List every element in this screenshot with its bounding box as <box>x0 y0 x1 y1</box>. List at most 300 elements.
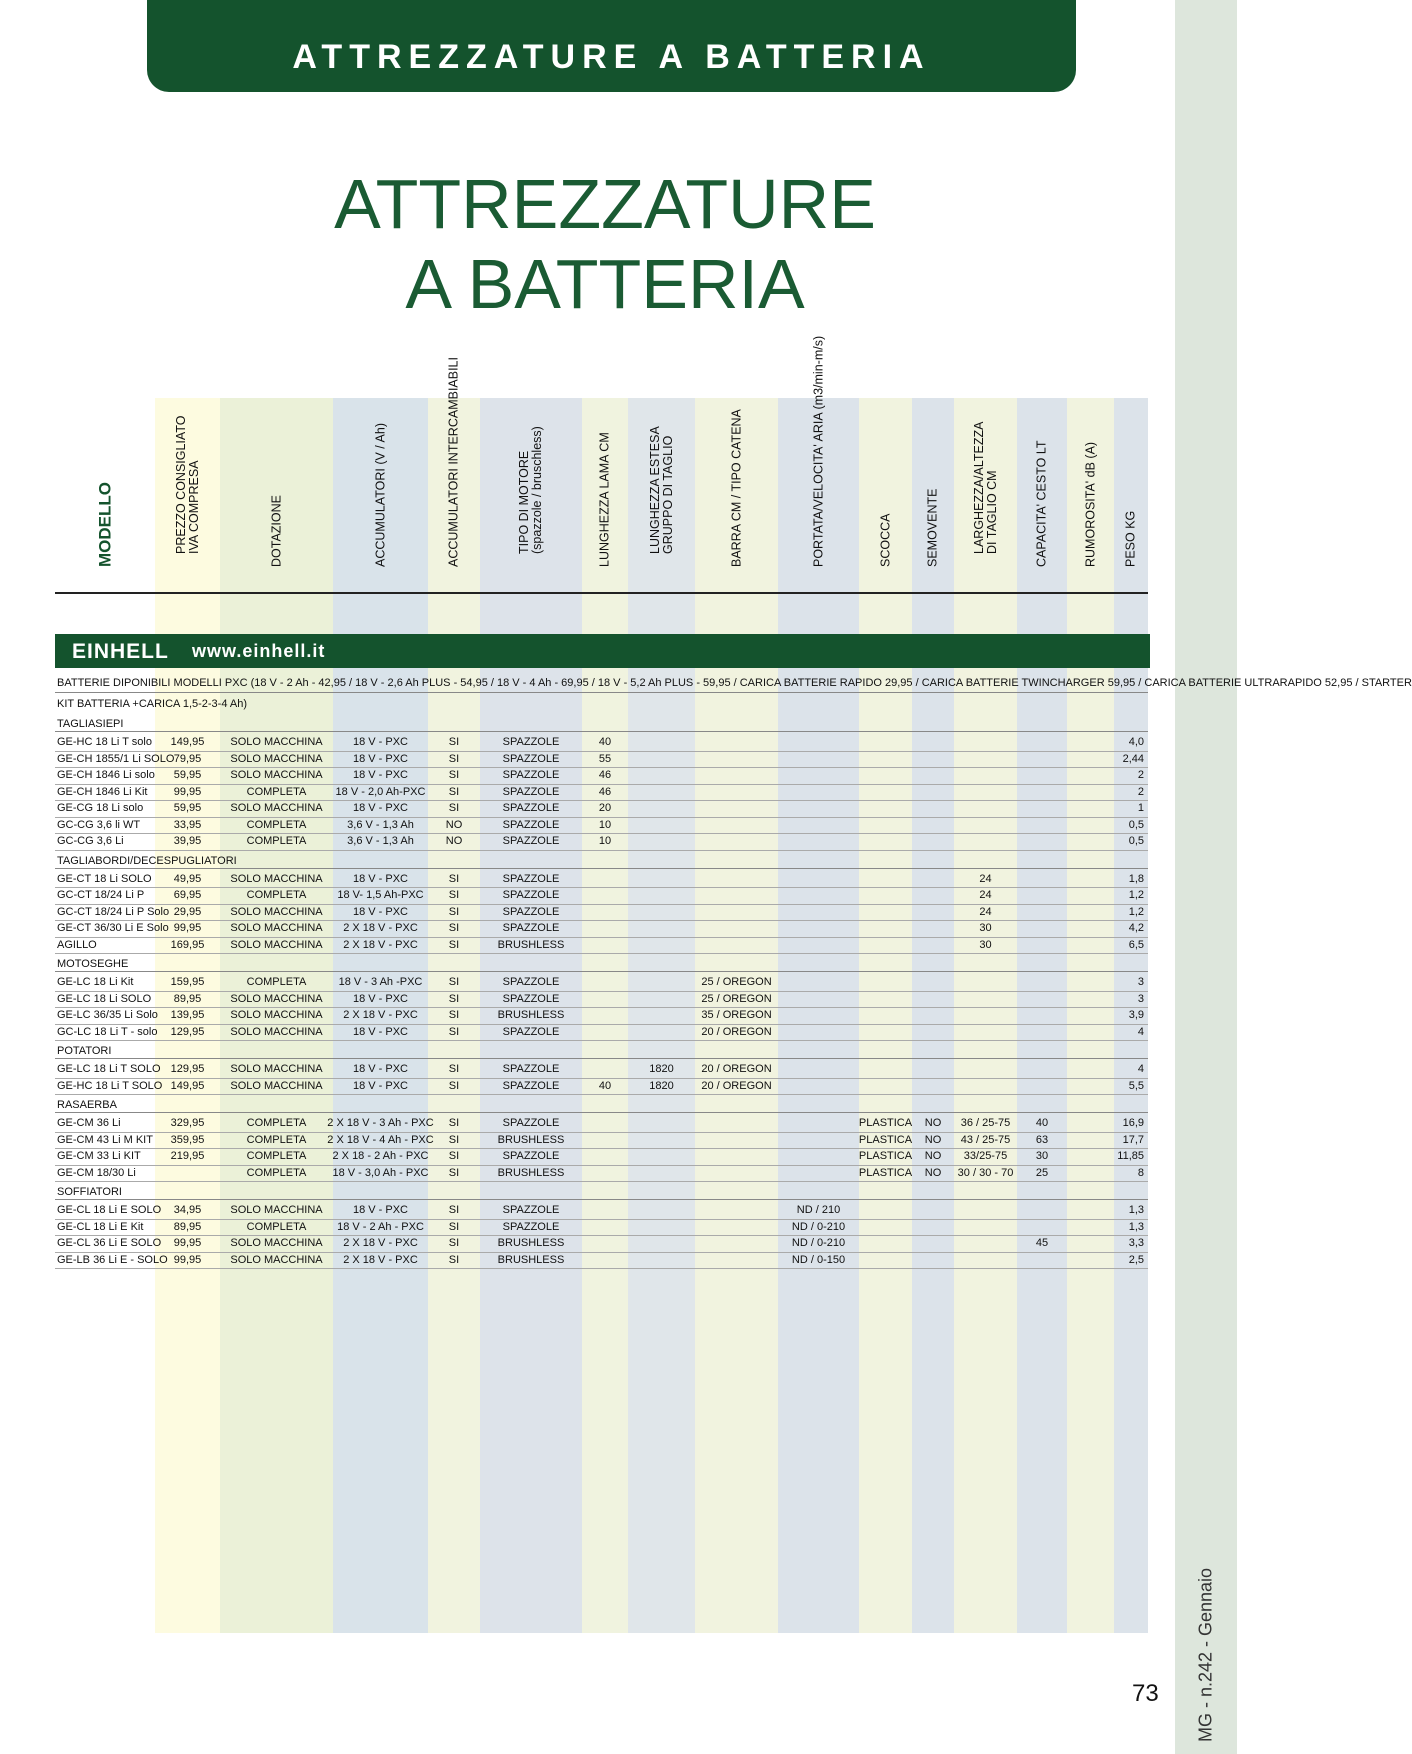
table-row <box>55 1202 1148 1220</box>
table-cell: SPAZZOLE <box>502 872 560 885</box>
column-header <box>695 405 778 580</box>
table-cell: 329,95 <box>170 1117 205 1129</box>
table-cell: SI <box>448 1253 460 1266</box>
table-row <box>55 784 1148 802</box>
table-cell: SI <box>448 769 460 781</box>
table-cell: SOLO MACCHINA <box>230 872 323 885</box>
table-row <box>55 974 1148 992</box>
table-cell: 20 / OREGON <box>701 1079 772 1092</box>
table-cell: 2 X 18 V - PXC <box>343 1253 418 1266</box>
table-cell: ND / 0-210 <box>791 1220 846 1233</box>
table-cell: COMPLETA <box>246 785 307 798</box>
table-cell: 2,5 <box>1128 1253 1144 1266</box>
table-cell: SOLO MACCHINA <box>230 1253 323 1266</box>
table-cell: BRUSHLESS <box>497 1166 565 1179</box>
column-header <box>1017 405 1067 580</box>
divider <box>55 731 1148 732</box>
table-cell: SOLO MACCHINA <box>230 1025 323 1038</box>
table-cell: 18 V - PXC <box>352 1204 409 1216</box>
table-cell: 99,95 <box>173 1237 202 1249</box>
table-cell: 2 X 18 V - PXC <box>343 1237 418 1249</box>
divider <box>55 1058 1148 1059</box>
column-header-label: PORTATA/VELOCITA' ARIA (m3/min-m/s) <box>811 335 825 567</box>
side-strip <box>1175 0 1237 1754</box>
table-cell: 89,95 <box>173 1220 202 1233</box>
table-cell: GE-CT 18 Li SOLO <box>57 872 152 885</box>
table-cell: 24 <box>979 889 992 901</box>
table-cell: 2 X 18 - 2 Ah - PXC <box>332 1150 429 1162</box>
table-cell: GE-LC 18 Li T SOLO <box>57 1063 161 1075</box>
table-cell: GE-CM 33 Li KIT <box>57 1150 141 1162</box>
table-cell: COMPLETA <box>246 1133 307 1146</box>
table-cell: 2 <box>1137 785 1144 798</box>
divider <box>55 868 1148 869</box>
table-cell: 99,95 <box>173 1253 202 1266</box>
table-cell: 0,5 <box>1128 818 1144 831</box>
table-cell: GE-CM 18/30 Li <box>57 1166 136 1179</box>
table-cell: 129,95 <box>170 1025 205 1038</box>
column-header-label: LUNGHEZZA LAMA CM <box>597 432 612 567</box>
table-cell: SOLO MACCHINA <box>230 752 323 765</box>
column-header <box>1114 405 1148 580</box>
table-row <box>55 904 1148 922</box>
table-cell: PLASTICA <box>858 1166 913 1179</box>
table-row <box>55 767 1148 785</box>
table-cell: SPAZZOLE <box>502 752 560 765</box>
table-cell: 25 / OREGON <box>701 992 772 1005</box>
table-cell: 69,95 <box>173 889 202 901</box>
table-cell: SPAZZOLE <box>502 1117 560 1129</box>
table-cell: GE-CT 36/30 Li E Solo <box>57 922 169 934</box>
column-header <box>628 405 695 580</box>
table-cell: 39,95 <box>173 835 202 847</box>
table-cell: GE-LB 36 Li E - SOLO <box>57 1253 168 1266</box>
table-cell: 139,95 <box>170 1009 205 1021</box>
table-cell: GE-CL 36 Li E SOLO <box>57 1237 162 1249</box>
brand-bar <box>55 634 1150 668</box>
table-cell: 49,95 <box>173 872 202 885</box>
table-cell: PLASTICA <box>858 1133 913 1146</box>
table-cell: 2,44 <box>1122 752 1144 765</box>
table-cell: COMPLETA <box>246 1117 307 1129</box>
table-cell: SPAZZOLE <box>502 1063 560 1075</box>
column-header <box>1067 405 1114 580</box>
table-cell: 8 <box>1137 1166 1144 1179</box>
table-cell: 3 <box>1137 992 1144 1005</box>
table-cell: 30 <box>1035 1150 1049 1162</box>
table-cell: SI <box>448 976 460 988</box>
page-title-line-2: A BATTERIA <box>405 245 805 323</box>
table-cell: 10 <box>598 818 612 831</box>
column-header <box>859 405 912 580</box>
table-cell: SI <box>448 1166 460 1179</box>
table-cell: SI <box>448 889 460 901</box>
table-cell: COMPLETA <box>246 976 307 988</box>
table-cell: 1,3 <box>1128 1220 1144 1233</box>
table-cell: 40 <box>598 736 612 748</box>
column-header <box>155 405 220 580</box>
table-cell: 1,2 <box>1128 889 1144 901</box>
table-cell: 3,3 <box>1128 1237 1144 1249</box>
table-cell: GE-CM 36 Li <box>57 1117 121 1129</box>
table-cell: 4 <box>1137 1025 1144 1038</box>
table-cell: 5,5 <box>1128 1079 1144 1092</box>
column-header <box>428 357 480 580</box>
table-cell: 35 / OREGON <box>701 1009 772 1021</box>
table-cell: 2 X 18 V - PXC <box>343 938 418 951</box>
table-cell: COMPLETA <box>246 835 307 847</box>
brand-name: EINHELL <box>72 640 169 663</box>
column-header <box>220 405 333 580</box>
table-cell: 10 <box>598 835 612 847</box>
column-header <box>954 405 1017 580</box>
table-cell: 1 <box>1137 802 1144 814</box>
table-row <box>55 1165 1148 1183</box>
table-cell: 3,6 V - 1,3 Ah <box>347 818 414 831</box>
table-cell: 2 X 18 V - PXC <box>343 922 418 934</box>
table-cell: 18 V - PXC <box>352 769 409 781</box>
table-cell: SOLO MACCHINA <box>230 1237 323 1249</box>
column-header-label: ACCUMULATORI (V / Ah) <box>373 422 387 567</box>
table-cell: SI <box>448 1150 460 1162</box>
table-cell: 30 / 30 - 70 <box>957 1166 1014 1179</box>
column-header-label: CAPACITA' CESTO LT <box>1034 440 1049 567</box>
table-cell: SPAZZOLE <box>502 922 560 934</box>
table-cell: 25 <box>1035 1166 1049 1179</box>
table-cell: 3,9 <box>1128 1009 1144 1021</box>
category-label: RASAERBA <box>57 1099 117 1111</box>
table-cell: 24 <box>979 872 992 885</box>
table-cell: 11,85 <box>1117 1150 1144 1162</box>
table-cell: 18 V - 2 Ah - PXC <box>337 1220 424 1233</box>
table-cell: SPAZZOLE <box>502 785 560 798</box>
table-row <box>55 833 1148 851</box>
table-cell: 20 <box>598 802 612 814</box>
table-cell: 99,95 <box>173 785 202 798</box>
table-row <box>55 1148 1148 1166</box>
table-cell: 45 <box>1035 1237 1049 1249</box>
table-cell: SPAZZOLE <box>502 736 560 748</box>
table-cell: 40 <box>598 1079 612 1092</box>
table-cell: SI <box>448 905 460 918</box>
table-cell: SPAZZOLE <box>502 1025 560 1038</box>
table-cell: 2 X 18 V - 4 Ah - PXC <box>327 1133 434 1146</box>
table-cell: GC-CT 18/24 Li P Solo <box>57 905 170 918</box>
table-cell: 4 <box>1137 1063 1144 1075</box>
table-row <box>55 1219 1148 1237</box>
table-cell: 1,8 <box>1128 872 1144 885</box>
table-cell: GE-HC 18 Li T solo <box>57 736 152 748</box>
table-cell: GC-LC 18 Li T - solo <box>57 1025 158 1038</box>
category-label: POTATORI <box>57 1045 112 1057</box>
table-cell: SPAZZOLE <box>502 1204 560 1216</box>
table-cell: 18 V - PXC <box>352 802 409 814</box>
top-banner <box>147 0 1076 92</box>
table-cell: SPAZZOLE <box>502 835 560 847</box>
category-label: TAGLIABORDI/DECESPUGLIATORI <box>57 854 237 867</box>
battery-info: BATTERIE DIPONIBILI MODELLI PXC (18 V - 2 Ah - 42,95 / 18 V - 2,6 Ah PLUS - 54,95 / 18 V - 4 Ah - 69,95 / 18 V - 5,2 Ah PLUS - 59,95 / CARICA BATTERIE RAPIDO 29,95 / CARICA BATTERIE TWINCHARGER 59,95 / CARICA BATTERIE ULTRARAPIDO 52,95 / STARTER <box>57 677 1412 689</box>
table-cell: NO <box>924 1117 942 1129</box>
table-cell: SI <box>448 1025 460 1038</box>
table-cell: 34,95 <box>173 1204 202 1216</box>
table-cell: SPAZZOLE <box>502 1079 560 1092</box>
table-row <box>55 734 1148 752</box>
table-row <box>55 800 1148 818</box>
table-cell: 17,7 <box>1122 1133 1144 1146</box>
category-label: SOFFIATORI <box>57 1186 122 1198</box>
table-cell: SPAZZOLE <box>502 889 560 901</box>
column-header-label: SCOCCA <box>878 513 892 567</box>
column-header-label: LUNGHEZZA ESTESA GRUPPO DI TAGLIO <box>647 426 675 554</box>
table-cell: SI <box>448 922 460 934</box>
table-cell: 18 V - 3,0 Ah - PXC <box>332 1166 429 1179</box>
divider <box>55 971 1148 972</box>
table-cell: 30 <box>979 938 992 951</box>
table-cell: 2 X 18 V - 3 Ah - PXC <box>327 1117 434 1129</box>
column-header-label: LARGHEZZA/ALTEZZA DI TAGLIO CM <box>971 421 999 554</box>
table-cell: 3 <box>1137 976 1144 988</box>
table-row <box>55 920 1148 938</box>
table-cell: SOLO MACCHINA <box>230 938 323 951</box>
column-header-label: ACCUMULATORI INTERCAMBIABILI <box>446 357 461 567</box>
table-cell: 18 V - PXC <box>352 752 409 765</box>
table-cell: 18 V - PXC <box>352 992 409 1005</box>
table-cell: 6,5 <box>1128 938 1144 951</box>
banner-title: ATTREZZATURE A BATTERIA <box>292 38 931 76</box>
divider <box>55 1112 1148 1113</box>
column-header-label: PESO KG <box>1123 510 1138 567</box>
table-cell: SOLO MACCHINA <box>230 736 323 748</box>
table-cell: SI <box>448 1237 460 1249</box>
table-cell: 24 <box>979 905 992 918</box>
divider <box>55 692 1148 693</box>
table-cell: SOLO MACCHINA <box>230 1063 323 1075</box>
table-cell: 59,95 <box>173 802 202 814</box>
table-cell: 149,95 <box>170 736 205 748</box>
table-cell: GE-CL 18 Li E Kit <box>57 1220 144 1233</box>
divider <box>55 1199 1148 1200</box>
column-header-label: MODELLO <box>95 482 115 567</box>
table-row <box>55 1007 1148 1025</box>
table-cell: SI <box>448 1009 460 1021</box>
table-cell: COMPLETA <box>246 1220 307 1233</box>
table-cell: NO <box>445 835 463 847</box>
table-cell: 18 V - PXC <box>352 736 409 748</box>
table-cell: ND / 0-150 <box>791 1253 846 1266</box>
table-cell: COMPLETA <box>246 1150 307 1162</box>
table-row <box>55 1078 1148 1096</box>
table-cell: 30 <box>979 922 992 934</box>
table-row <box>55 1252 1148 1270</box>
table-cell: 33/25-75 <box>963 1150 1008 1162</box>
table-cell: BRUSHLESS <box>497 1009 565 1021</box>
table-cell: SOLO MACCHINA <box>230 802 323 814</box>
table-cell: 18 V - 3 Ah -PXC <box>338 976 423 988</box>
column-header <box>55 405 155 580</box>
table-cell: SPAZZOLE <box>502 992 560 1005</box>
table-cell: 33,95 <box>173 818 202 831</box>
table-cell: SI <box>448 1204 460 1216</box>
table-cell: 20 / OREGON <box>701 1025 772 1038</box>
table-cell: 0,5 <box>1128 835 1144 847</box>
table-cell: 46 <box>598 785 612 798</box>
column-header-label: BARRA CM / TIPO CATENA <box>729 409 743 567</box>
table-cell: SPAZZOLE <box>502 976 560 988</box>
table-cell: 46 <box>598 769 612 781</box>
table-row <box>55 871 1148 889</box>
table-cell: GC-CG 3,6 li WT <box>57 818 141 831</box>
table-cell: 359,95 <box>170 1133 205 1146</box>
table-cell: SOLO MACCHINA <box>230 769 323 781</box>
table-cell: 89,95 <box>173 992 202 1005</box>
table-cell: SPAZZOLE <box>502 802 560 814</box>
table-cell: 55 <box>598 752 612 765</box>
column-header-label: TIPO DI MOTORE (spazzole / bruschless) <box>517 426 544 554</box>
table-cell: SI <box>448 1079 460 1092</box>
table-row <box>55 1132 1148 1150</box>
table-cell: SI <box>448 785 460 798</box>
table-cell: SI <box>448 1133 460 1146</box>
table-cell: GE-CM 43 Li M KIT <box>57 1133 153 1146</box>
table-cell: 18 V- 1,5 Ah-PXC <box>337 889 424 901</box>
table-row <box>55 1061 1148 1079</box>
table-cell: 18 V - PXC <box>352 1063 409 1075</box>
table-cell: SI <box>448 752 460 765</box>
table-cell: GE-CH 1855/1 Li SOLO <box>57 752 175 765</box>
table-cell: SI <box>448 872 460 885</box>
table-cell: SPAZZOLE <box>502 905 560 918</box>
table-cell: GE-CH 1846 Li solo <box>57 769 155 781</box>
category-label: MOTOSEGHE <box>57 958 129 970</box>
table-cell: 159,95 <box>170 976 205 988</box>
table-cell: BRUSHLESS <box>497 938 565 951</box>
table-row <box>55 937 1148 955</box>
table-cell: 18 V - 2,0 Ah-PXC <box>335 785 426 798</box>
table-cell: SI <box>448 1117 460 1129</box>
table-row <box>55 751 1148 769</box>
table-cell: 79,95 <box>173 752 202 765</box>
column-header <box>480 405 582 580</box>
table-cell: 36 / 25-75 <box>960 1117 1011 1129</box>
table-cell: 99,95 <box>173 922 202 934</box>
table-cell: SOLO MACCHINA <box>230 905 323 918</box>
table-cell: SOLO MACCHINA <box>230 1009 323 1021</box>
table-row <box>55 817 1148 835</box>
table-cell: COMPLETA <box>246 889 307 901</box>
column-header-label: SEMOVENTE <box>925 488 940 567</box>
table-cell: GE-CG 18 Li solo <box>57 802 144 814</box>
table-cell: GE-HC 18 Li T SOLO <box>57 1079 163 1092</box>
table-cell: 43 / 25-75 <box>960 1133 1011 1146</box>
table-cell: NO <box>445 818 463 831</box>
table-cell: SI <box>448 1063 460 1075</box>
page-title-line-1: ATTREZZATURE <box>334 165 876 243</box>
table-cell: SPAZZOLE <box>502 1220 560 1233</box>
table-cell: 1820 <box>649 1079 674 1092</box>
table-cell: GC-CT 18/24 Li P <box>57 889 145 901</box>
header-rule <box>55 592 1148 594</box>
table-cell: SOLO MACCHINA <box>230 992 323 1005</box>
table-cell: ND / 210 <box>796 1204 841 1216</box>
table-cell: 219,95 <box>170 1150 205 1162</box>
table-cell: COMPLETA <box>246 818 307 831</box>
column-header <box>582 405 628 580</box>
column-header-label: PREZZO CONSIGLIATO IVA COMPRESA <box>173 415 201 554</box>
column-header <box>912 405 954 580</box>
table-cell: SOLO MACCHINA <box>230 1204 323 1216</box>
table-cell: SPAZZOLE <box>502 818 560 831</box>
table-cell: NO <box>924 1133 942 1146</box>
table-cell: 18 V - PXC <box>352 1079 409 1092</box>
table-cell: 129,95 <box>170 1063 205 1075</box>
table-cell: NO <box>924 1150 942 1162</box>
page-number: 73 <box>1132 1680 1159 1707</box>
table-cell: 4,2 <box>1128 922 1144 934</box>
battery-kit-info: KIT BATTERIA +CARICA 1,5-2-3-4 Ah) <box>57 698 248 710</box>
table-cell: 2 X 18 V - PXC <box>343 1009 418 1021</box>
table-cell: SI <box>448 992 460 1005</box>
table-cell: GE-LC 18 Li Kit <box>57 976 134 988</box>
issue-label: MG - n.242 - Gennaio <box>1195 1567 1216 1743</box>
table-cell: SI <box>448 938 460 951</box>
column-header-label: DOTAZIONE <box>269 495 283 567</box>
column-header <box>778 335 859 580</box>
table-cell: COMPLETA <box>246 1166 307 1179</box>
table-cell: 2 <box>1137 769 1144 781</box>
column-header-label: RUMOROSITA' dB (A) <box>1083 441 1097 567</box>
table-cell: SPAZZOLE <box>502 1150 560 1162</box>
table-row <box>55 1024 1148 1042</box>
table-cell: 20 / OREGON <box>701 1063 772 1075</box>
table-cell: 149,95 <box>170 1079 205 1092</box>
table-cell: 18 V - PXC <box>352 1025 409 1038</box>
table-row <box>55 1115 1148 1133</box>
brand-url[interactable]: www.einhell.it <box>192 641 326 661</box>
table-cell: 29,95 <box>173 905 202 918</box>
table-cell: 63 <box>1035 1133 1049 1146</box>
table-cell: 40 <box>1035 1117 1049 1129</box>
table-cell: 4,0 <box>1128 736 1144 748</box>
table-cell: 1820 <box>649 1063 674 1075</box>
table-cell: 169,95 <box>170 938 205 951</box>
table-row <box>55 1235 1148 1253</box>
table-cell: SOLO MACCHINA <box>230 922 323 934</box>
table-cell: SI <box>448 736 460 748</box>
page-title <box>300 164 910 324</box>
table-row <box>55 991 1148 1009</box>
table-cell: GE-CH 1846 Li Kit <box>57 785 148 798</box>
table-cell: AGILLO <box>57 938 97 951</box>
table-cell: ND / 0-210 <box>791 1237 846 1249</box>
table-cell: GE-LC 18 Li SOLO <box>57 992 152 1005</box>
table-cell: SOLO MACCHINA <box>230 1079 323 1092</box>
table-row <box>55 887 1148 905</box>
table-cell: GC-CG 3,6 Li <box>57 835 124 847</box>
table-cell: 1,3 <box>1128 1204 1144 1216</box>
table-cell: NO <box>924 1166 942 1179</box>
table-cell: PLASTICA <box>858 1150 913 1162</box>
table-cell: 18 V - PXC <box>352 872 409 885</box>
table-cell: GE-CL 18 Li E SOLO <box>57 1204 162 1216</box>
table-cell: BRUSHLESS <box>497 1133 565 1146</box>
table-cell: 3,6 V - 1,3 Ah <box>347 835 414 847</box>
table-cell: GE-LC 36/35 Li Solo <box>57 1009 158 1021</box>
table-cell: SI <box>448 1220 460 1233</box>
table-cell: SI <box>448 802 460 814</box>
table-cell: PLASTICA <box>858 1117 913 1129</box>
table-cell: BRUSHLESS <box>497 1237 565 1249</box>
table-cell: 18 V - PXC <box>352 905 409 918</box>
